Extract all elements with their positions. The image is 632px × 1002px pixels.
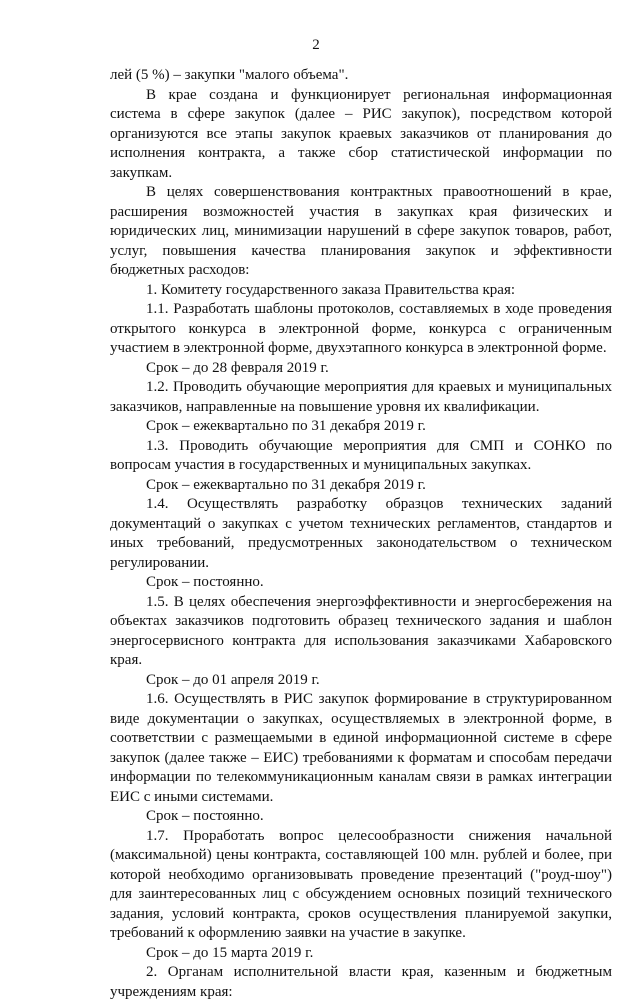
paragraph: В крае создана и функционирует региональная информационная система в сфере закупок (далее – РИС закупок), посредством которой организуются все этапы закупок краевых заказчиков от планирования до исполнения контракта, а также сбор статистической информации по закупкам.: [110, 86, 612, 181]
paragraph: 1.6. Осуществлять в РИС закупок формирование в структурированном виде документации о закупках, осуществляемых в электронной форме, в соответствии с размещаемыми в единой информационной системе в сфере закупок (далее также – ЕИС) требованиями к форматам и способам передачи информации по телекоммуникационным каналам связи в рамках интеграции ЕИС с иными системами.: [110, 691, 612, 805]
paragraph: 1. Комитету государственного заказа Правительства края:: [146, 281, 516, 298]
paragraph: Срок – постоянно.: [146, 808, 264, 824]
paragraph: Срок – ежеквартально по 31 декабря 2019 г.: [146, 418, 426, 434]
paragraph: лей (5 %) – закупки "малого объема".: [110, 67, 349, 83]
paragraph: В целях совершенствования контрактных правоотношений в крае, расширения возможностей участия в закупках края физических и юридических лиц, минимизации нарушений в сфере закупок товаров, работ, услуг, повышения качества планирования закупок и эффективности бюджетных расходов:: [110, 184, 612, 278]
paragraph: Срок – постоянно.: [146, 574, 264, 590]
document-body: [110, 66, 612, 1002]
paragraph: Срок – ежеквартально по 31 декабря 2019 г.: [146, 476, 426, 493]
paragraph: Срок – до 28 февраля 2019 г.: [146, 359, 329, 376]
paragraph: 1.1. Разработать шаблоны протоколов, составляемых в ходе проведения открытого конкурса в электронной форме, конкурса с ограниченным участием в электронной форме, двухэтапного конкурса в электронной форме.: [110, 301, 612, 356]
paragraph: Срок – до 15 марта 2019 г.: [146, 944, 314, 961]
paragraph: 1.4. Осуществлять разработку образцов технических заданий документаций о закупках с учетом технических регламентов, стандартов и иных требований, предусмотренных законодательством о техническом регулировании.: [110, 496, 612, 571]
paragraph: Срок – до 01 апреля 2019 г.: [146, 671, 320, 688]
paragraph: 1.5. В целях обеспечения энергоэффективности и энергосбережения на объектах заказчиков подготовить образец технического задания и шаблон энергосервисного контракта для использования заказчиками Хабаровского края.: [110, 593, 612, 668]
paragraph: 2. Органам исполнительной власти края, казенным и бюджетным учреждениям края:: [110, 964, 612, 1000]
paragraph: 1.7. Проработать вопрос целесообразности снижения начальной (максимальной) цены контракта, составляющей 100 млн. рублей и более, при которой необходимо организовывать проведение презентаций ("роуд-шоу") для заинтересованных лиц с обсуждением основных позиций технического задания, условий контракта, сроков осуществления планируемой закупки, требований к оформлению заявки на участие в закупке.: [110, 827, 612, 941]
page-number: 2: [312, 37, 320, 53]
paragraph: 1.2. Проводить обучающие мероприятия для краевых и муниципальных заказчиков, направленные на повышение уровня их квалификации.: [110, 379, 612, 415]
paragraph: 1.3. Проводить обучающие мероприятия для СМП и СОНКО по вопросам участия в государственных и муниципальных закупках.: [110, 437, 612, 473]
